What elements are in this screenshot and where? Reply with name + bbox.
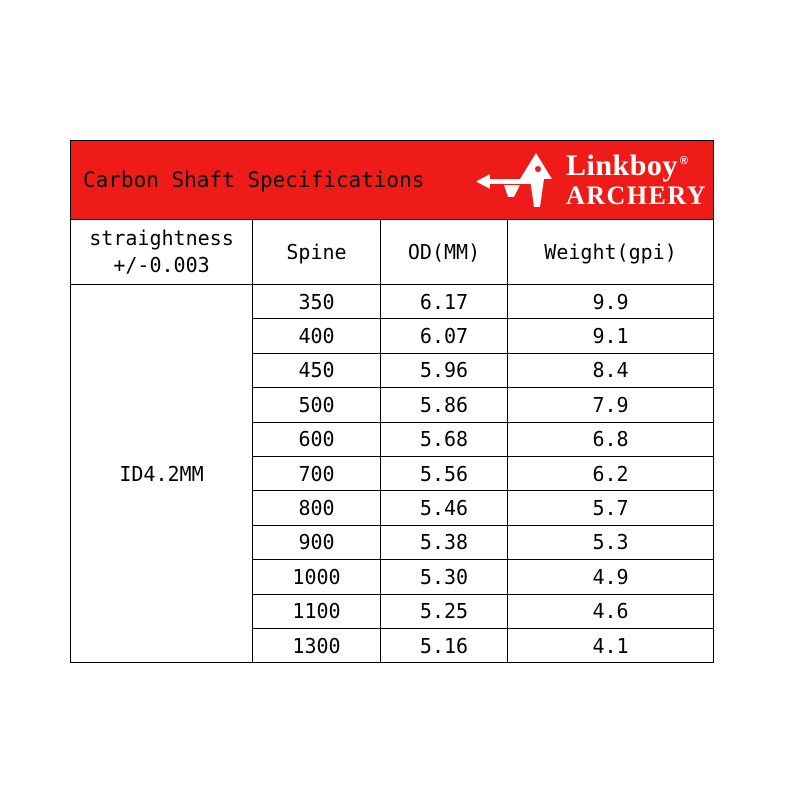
header-banner bbox=[71, 141, 714, 220]
cell-spine: 800 bbox=[253, 491, 381, 525]
cell-od: 5.16 bbox=[381, 628, 508, 662]
cell-weight: 9.1 bbox=[508, 319, 714, 353]
cell-spine: 1000 bbox=[253, 560, 381, 594]
cell-spine: 1100 bbox=[253, 594, 381, 628]
cell-weight: 6.2 bbox=[508, 456, 714, 490]
cell-weight: 5.3 bbox=[508, 525, 714, 559]
cell-weight: 4.6 bbox=[508, 594, 714, 628]
straightness-label-line2: +/-0.003 bbox=[113, 253, 210, 277]
cell-od: 5.46 bbox=[381, 491, 508, 525]
cell-od: 6.17 bbox=[381, 285, 508, 319]
cell-spine: 350 bbox=[253, 285, 381, 319]
cell-spine: 600 bbox=[253, 422, 381, 456]
column-header-straightness bbox=[71, 220, 253, 285]
cell-weight: 4.1 bbox=[508, 628, 714, 662]
cell-weight: 7.9 bbox=[508, 388, 714, 422]
registered-trademark-icon: ® bbox=[679, 155, 689, 167]
banner-row bbox=[71, 141, 714, 220]
archer-logo-icon bbox=[474, 149, 566, 211]
cell-od: 5.68 bbox=[381, 422, 508, 456]
cell-spine: 1300 bbox=[253, 628, 381, 662]
inner-diameter-label: ID4.2MM bbox=[71, 285, 253, 663]
cell-weight: 9.9 bbox=[508, 285, 714, 319]
brand-name: Linkboy bbox=[566, 149, 678, 182]
cell-od: 5.25 bbox=[381, 594, 508, 628]
cell-od: 5.86 bbox=[381, 388, 508, 422]
column-header-od: OD(MM) bbox=[381, 220, 508, 285]
cell-od: 5.96 bbox=[381, 353, 508, 387]
cell-od: 5.30 bbox=[381, 560, 508, 594]
brand-wordmark bbox=[566, 151, 707, 209]
cell-spine: 500 bbox=[253, 388, 381, 422]
cell-spine: 700 bbox=[253, 456, 381, 490]
cell-weight: 5.7 bbox=[508, 491, 714, 525]
cell-spine: 400 bbox=[253, 319, 381, 353]
cell-weight: 6.8 bbox=[508, 422, 714, 456]
cell-od: 5.38 bbox=[381, 525, 508, 559]
straightness-label-line1: straightness bbox=[89, 226, 234, 250]
cell-weight: 4.9 bbox=[508, 560, 714, 594]
cell-od: 5.56 bbox=[381, 456, 508, 490]
column-header-row bbox=[71, 220, 714, 285]
brand-subtitle: ARCHERY bbox=[566, 181, 708, 210]
cell-weight: 8.4 bbox=[508, 353, 714, 387]
brand-logo bbox=[474, 149, 713, 211]
spec-table-container bbox=[70, 140, 713, 663]
column-header-weight: Weight(gpi) bbox=[508, 220, 714, 285]
page-title: Carbon Shaft Specifications bbox=[83, 168, 425, 192]
carbon-shaft-spec-table bbox=[70, 140, 714, 663]
column-header-spine: Spine bbox=[253, 220, 381, 285]
cell-od: 6.07 bbox=[381, 319, 508, 353]
cell-spine: 450 bbox=[253, 353, 381, 387]
cell-spine: 900 bbox=[253, 525, 381, 559]
table-row bbox=[71, 285, 714, 319]
